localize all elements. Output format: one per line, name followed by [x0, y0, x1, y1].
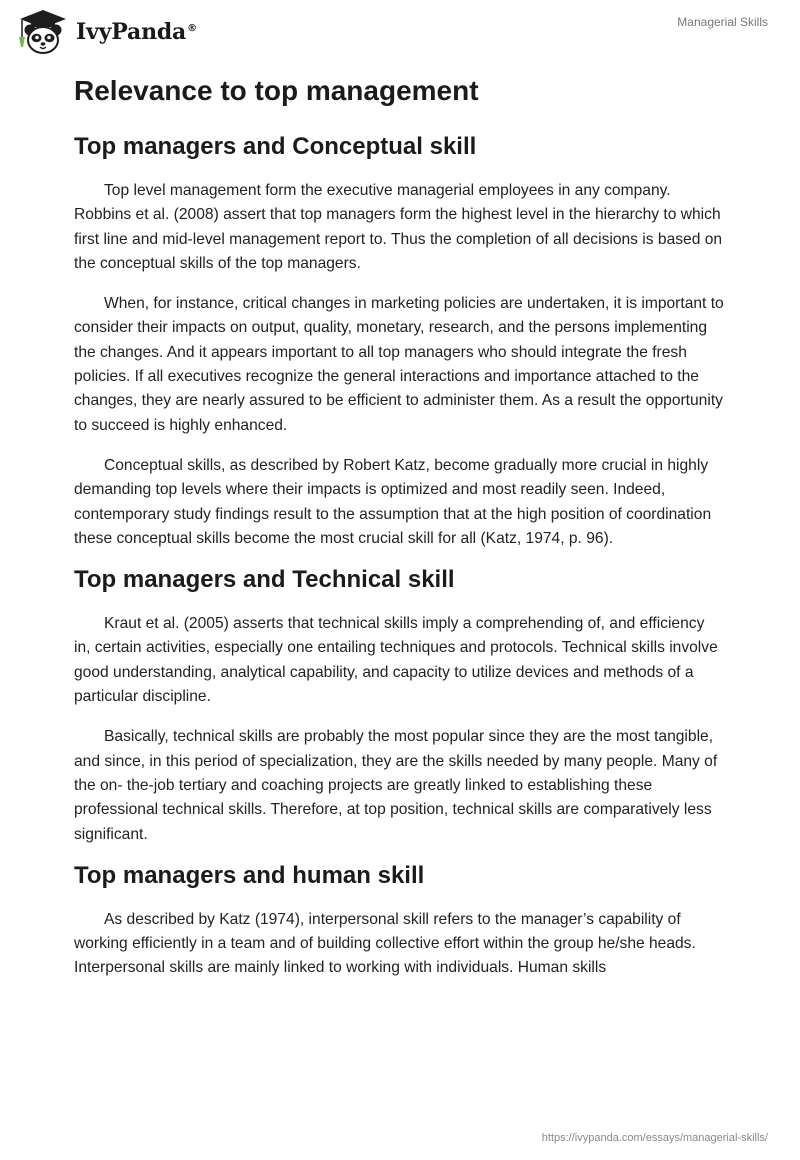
section-heading-human: Top managers and human skill: [74, 861, 425, 889]
page-header: [0, 0, 800, 60]
paragraph: Basically, technical skills are probably the most popular since they are the most tangible, and since, in this period of specialization, they are the skills needed by many people. Many of the on- the-job tertiary and coaching projects are greatly linked to establishing these professional technical skills. Therefore, at top position, technical skills are comparatively less significant.: [74, 728, 718, 843]
paragraph: When, for instance, critical changes in marketing policies are undertaken, it is important to consider their impacts on output, quality, monetary, research, and the persons implementing the changes. And it appears important to all top managers who should integrate the fresh policies. If all executives recognize the general interactions and importance attached to the changes, they are nearly assured to be efficient to administer them. As a result the opportunity to succeed is highly enhanced.: [74, 295, 724, 434]
paragraph: Conceptual skills, as described by Robert Katz, become gradually more crucial in highly demanding top levels where their impacts is optimized and most readily seen. Indeed, contemporary study findings result to the assumption that at the high position of coordination these conceptual skills become the most crucial skill for all (Katz, 1974, p. 96).: [74, 456, 712, 547]
ivypanda-logo[interactable]: [14, 8, 197, 56]
panda-graduate-icon: [14, 8, 72, 56]
document-title: Managerial Skills: [677, 15, 768, 29]
section-heading-conceptual: Top managers and Conceptual skill: [74, 133, 477, 160]
section-heading-technical: Top managers and Technical skill: [74, 566, 455, 594]
paragraph: As described by Katz (1974), interpersonal skill refers to the manager’s capability of working efficiently in a team and of building collective effort within the group he/she heads. Interpersonal skills are mainly linked to working with individuals. Human skills: [74, 910, 696, 977]
logo-wordmark: IvyPanda®: [76, 19, 197, 45]
source-url[interactable]: https://ivypanda.com/essays/managerial-skills/: [541, 1132, 768, 1144]
registered-mark: ®: [187, 22, 197, 34]
paragraph: Kraut et al. (2005) asserts that technical skills imply a comprehending of, and efficiency in, certain activities, especially one entailing techniques and protocols. Technical skills involve good understanding, analytical capability, and capacity to utilize devices and methods of a particular discipline.: [74, 615, 718, 706]
article-content: [74, 74, 724, 997]
paragraph: Top level management form the executive managerial employees in any company. Robbins et al. (2008) assert that top managers form the highest level in the hierarchy to which first line and mid-level management report to. Thus the completion of all decisions is based on the conceptual skills of the top managers.: [74, 182, 723, 272]
main-heading: Relevance to top management: [74, 75, 479, 106]
